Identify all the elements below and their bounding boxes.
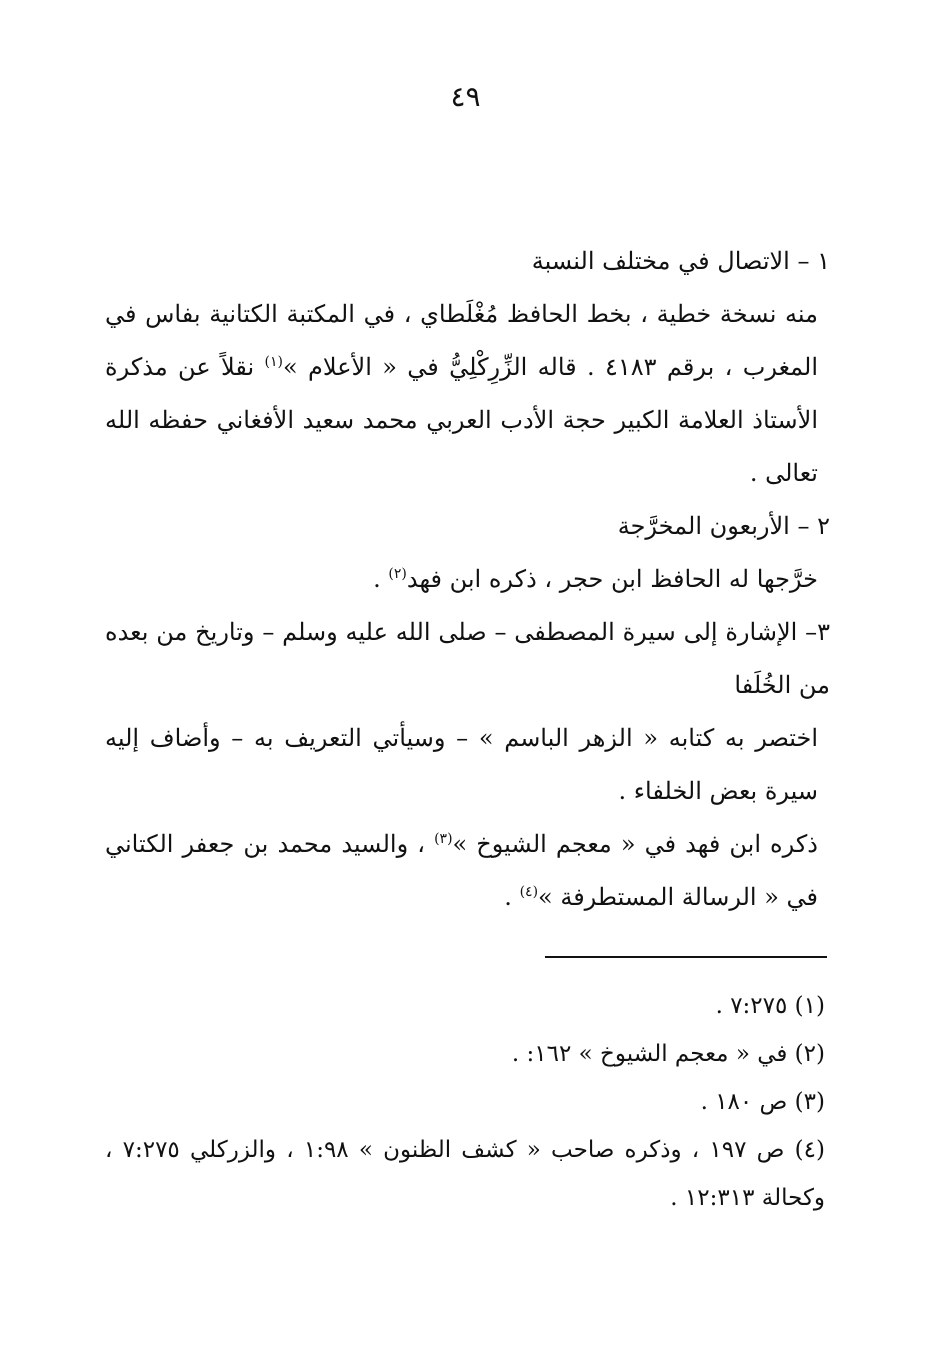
footnote-marker-3[interactable]: (٣) (434, 831, 453, 847)
footnote-4: (٤) ص ١٩٧ ، وذكره صاحب « كشف الظنون » ١:٩٨ ، والزركلي ٧:٢٧٥ ، وكحالة ١٢:٣١٣ . (105, 1137, 825, 1211)
section-2-paragraph (105, 553, 830, 606)
section-heading-1: ١ – الاتصال في مختلف النسبة (531, 247, 830, 275)
paragraph-text: ذكره ابن فهد في « معجم الشيوخ » (452, 830, 818, 858)
section-3-paragraph-2 (105, 818, 830, 924)
section-heading-2: ٢ – الأربعون المخرَّجة (617, 512, 830, 540)
paragraph-text: خرَّجها له الحافظ ابن حجر ، ذكره ابن فهد (406, 565, 818, 593)
section-1-paragraph (105, 288, 830, 500)
footnote-3: (٣) ص ١٨٠ . (700, 1089, 825, 1115)
paragraph-text: . (373, 565, 389, 593)
footnote-1: (١) ٧:٢٧٥ . (715, 993, 825, 1019)
footnote-divider (545, 956, 827, 958)
footnote-2: (٢) في « معجم الشيوخ » ١٦٢: . (511, 1041, 825, 1067)
paragraph-text: نقلاً عن مذكرة الأستاذ العلامة الكبير حجة الأدب العربي محمد سعيد الأفغاني حفظه الله تعالى . (105, 353, 818, 487)
paragraph-text: منه نسخة خطية ، بخط الحافظ مُغْلَطاي ، في المكتبة الكتانية بفاس في المغرب ، برقم ٤١٨٣ . قاله الزِّرِكْلِيُّ في « الأعلام » (105, 300, 819, 381)
paragraph-text: . (504, 883, 520, 911)
footnote-marker-2[interactable]: (٢) (388, 566, 407, 582)
section-3-paragraph-1 (105, 712, 830, 818)
paragraph-text: اختصر به كتابه « الزهر الباسم » – وسيأتي التعريف به – وأضاف إليه سيرة بعض الخلفاء . (105, 724, 818, 805)
footnotes (105, 982, 825, 1222)
paragraph-text: ، والسيد محمد بن جعفر الكتاني في « الرسالة المستطرفة » (105, 830, 818, 911)
footnote-marker-1[interactable]: (١) (264, 354, 283, 370)
section-heading-3: ٣– الإشارة إلى سيرة المصطفى – صلى الله عليه وسلم – وتاريخ من بعده من الخُلَفا (105, 618, 830, 699)
page-number: ٤٩ (450, 80, 481, 113)
footnote-marker-4[interactable]: (٤) (519, 884, 539, 900)
main-text (105, 235, 830, 924)
